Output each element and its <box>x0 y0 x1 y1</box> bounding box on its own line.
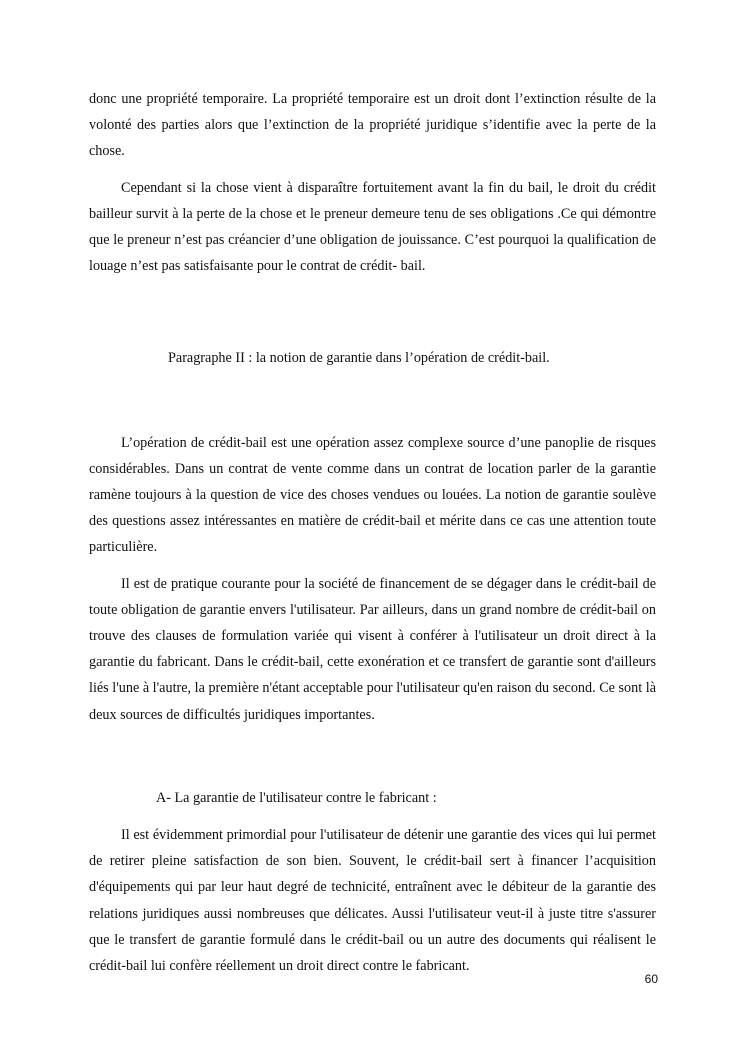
paragraph-user-guarantee: Il est évidemment primordial pour l'utilisateur de détenir une garantie des vices qui lui permet de retirer pleine satisfaction de son bien. Souvent, le crédit-bail sert à financer l’acquisition d'équipements qui par leur haut degré de technicité, entraînent avec le débiteur de la garantie des relations juridiques aussi nombreuses que délicates. Aussi l'utilisateur veut-il à juste titre s'assurer que le transfert de garantie formulé dans le crédit-bail ou un autre des documents qui réalisent le crédit-bail lui confère réellement un droit direct contre le fabricant. <box>89 827 656 975</box>
paragraph-exoneration-transfer: Il est de pratique courante pour la société de financement de se dégager dans le crédit-bail de toute obligation de garantie envers l'utilisateur. Par ailleurs, dans un grand nombre de crédit-bail on trouve des clauses de formulation variée qui visent à conférer à l'utilisateur un droit direct à la garantie du fabricant. Dans le crédit-bail, cette exonération et ce transfert de garantie sont d'ailleurs liés l'une à l'autre, la première n'étant acceptable pour l'utilisateur qu'en raison du second. Ce sont là deux sources de difficultés juridiques importantes. <box>89 575 656 723</box>
section-heading-paragraphe-ii: Paragraphe II : la notion de garantie dans l’opération de crédit-bail. <box>168 350 550 367</box>
page-body <box>89 86 656 979</box>
page-number: 60 <box>644 972 658 986</box>
paragraph-fortuitous-loss: Cependant si la chose vient à disparaître fortuitement avant la fin du bail, le droit du crédit bailleur survit à la perte de la chose et le preneur demeure tenu de ses obligations .Ce qui démontre que le preneur n’est pas créancier d’une obligation de jouissance. C’est pourquoi la qualification de louage n’est pas satisfaisante pour le contrat de crédit- bail. <box>89 179 656 275</box>
subsection-heading-a: A- La garantie de l'utilisateur contre le fabricant : <box>156 789 437 806</box>
paragraph-operation-risks: L’opération de crédit-bail est une opération assez complexe source d’une panoplie de risques considérables. Dans un contrat de vente comme dans un contrat de location parler de la garantie ramène toujours à la question de vice des choses vendues ou louées. La notion de garantie soulève des questions assez intéressantes en matière de crédit-bail et mérite dans ce cas une attention toute particulière. <box>89 434 656 556</box>
paragraph-continuation: donc une propriété temporaire. La propriété temporaire est un droit dont l’extinction résulte de la volonté des parties alors que l’extinction de la propriété juridique s’identifie avec la perte de la chose. <box>89 91 656 160</box>
